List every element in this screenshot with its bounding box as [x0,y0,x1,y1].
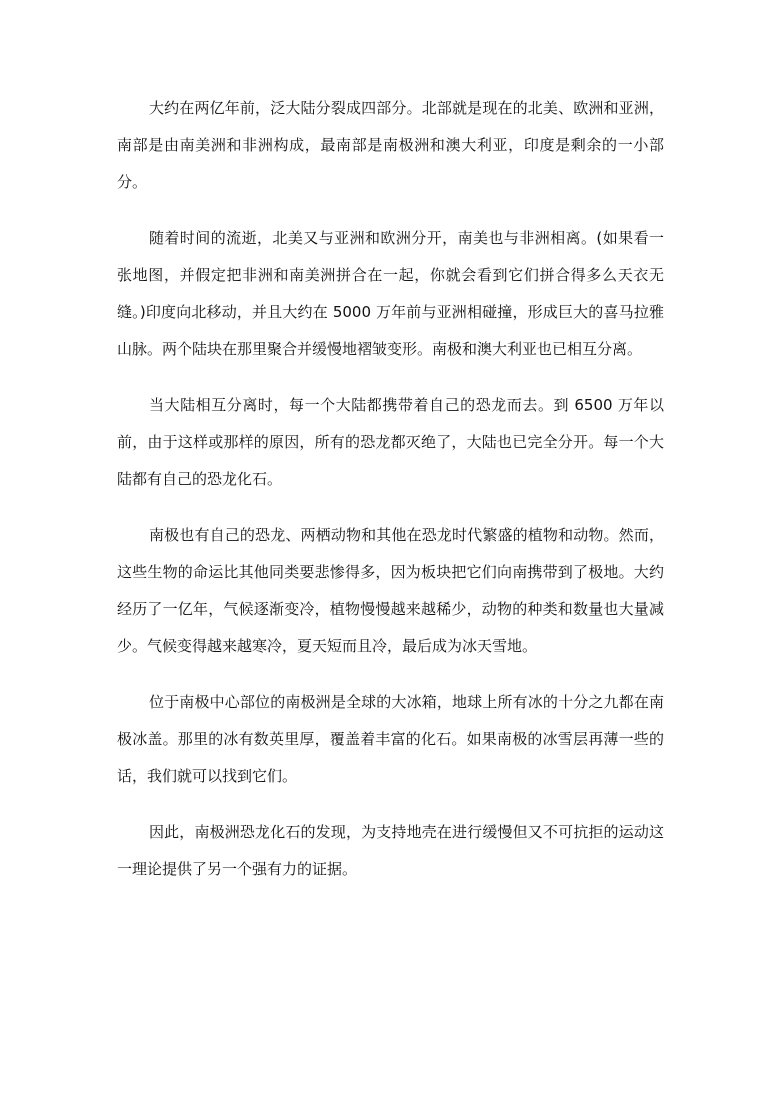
paragraph-2: 随着时间的流逝，北美又与亚洲和欧洲分开，南美也与非洲相离。(如果看一张地图，并假定把非洲和南美洲拼合在一起，你就会看到它们拼合得多么天衣无缝。)印度向北移动，并且大约在 5000 万年前与亚洲相碰撞，形成巨大的喜马拉雅山脉。两个陆块在那里聚合并缓慢地褶皱变形。南极和澳大利亚也已相互分离。 [117,229,664,358]
paragraph-1: 大约在两亿年前，泛大陆分裂成四部分。北部就是现在的北美、欧洲和亚洲，南部是由南美洲和非洲构成，最南部是南极洲和澳大利亚，印度是剩余的一小部分。 [117,99,664,191]
document-body [117,90,664,907]
paragraph-3: 当大陆相互分离时，每一个大陆都携带着自己的恐龙而去。到 6500 万年以前，由于这样或那样的原因，所有的恐龙都灭绝了，大陆也已完全分开。每一个大陆都有自己的恐龙化石。 [117,396,664,488]
paragraph-5: 位于南极中心部位的南极洲是全球的大冰箱，地球上所有冰的十分之九都在南极冰盖。那里的冰有数英里厚，覆盖着丰富的化石。如果南极的冰雪层再薄一些的话，我们就可以找到它们。 [117,693,664,785]
paragraph-4: 南极也有自己的恐龙、两栖动物和其他在恐龙时代繁盛的植物和动物。然而，这些生物的命运比其他同类要悲惨得多，因为板块把它们向南携带到了极地。大约经历了一亿年，气候逐渐变冷，植物慢慢越来越稀少，动物的种类和数量也大量减少。气候变得越来越寒冷，夏天短而且冷，最后成为冰天雪地。 [117,526,664,655]
paragraph-6: 因此，南极洲恐龙化石的发现，为支持地壳在进行缓慢但又不可抗拒的运动这一理论提供了另一个强有力的证据。 [117,823,664,878]
